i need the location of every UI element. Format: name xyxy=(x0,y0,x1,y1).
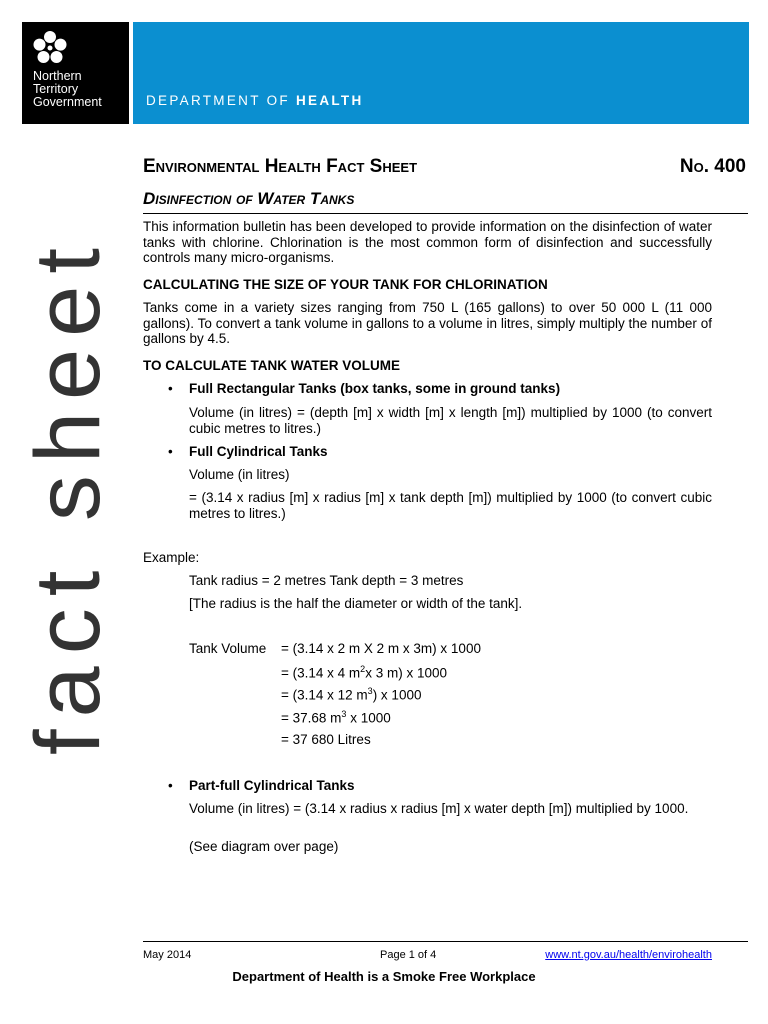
equation-line: = 37 680 Litres xyxy=(281,732,371,747)
dept-name: HEALTH xyxy=(295,93,364,108)
eq-superscript: 3 xyxy=(367,686,373,696)
page-subtitle: Disinfection of Water Tanks xyxy=(143,189,355,208)
footer-date: May 2014 xyxy=(143,949,192,961)
equation-line xyxy=(281,664,447,681)
eq-part: x 1000 xyxy=(346,710,391,726)
nt-government-logo xyxy=(22,22,129,124)
equation-line: = (3.14 x 2 m X 2 m x 3m) x 1000 xyxy=(281,641,481,656)
bullet-text: = (3.14 x radius [m] x radius [m] x tank depth [m]) multiplied by 1000 (to convert cubic metres to litres.) xyxy=(189,490,712,521)
section-heading: CALCULATING THE SIZE OF YOUR TANK FOR CHLORINATION xyxy=(143,277,548,292)
intro-paragraph: This information bulletin has been developed to provide information on the disinfection of water tanks with chlorine. Chlorination is the most common form of disinfection and successfully controls many micro-organisms. xyxy=(143,219,712,265)
department-name xyxy=(146,93,364,108)
footer-page-number: Page 1 of 4 xyxy=(380,949,437,961)
eq-part: = (3.14 x 4 m xyxy=(281,665,361,681)
eq-superscript: 2 xyxy=(360,664,366,674)
footer-divider xyxy=(143,941,748,942)
bullet-text: Volume (in litres) = (3.14 x radius x radius [m] x water depth [m]) multiplied by 1000. xyxy=(189,801,689,816)
logo-line: Government xyxy=(33,95,102,109)
logo-line: Northern xyxy=(33,69,82,83)
eq-part: ) x 1000 xyxy=(372,687,422,703)
example-label: Example: xyxy=(143,550,200,565)
fact-sheet-side-label: fact sheet xyxy=(17,236,119,755)
bullet: • xyxy=(168,778,173,793)
page-title: Environmental Health Fact Sheet xyxy=(143,156,418,177)
bullet-heading: Full Cylindrical Tanks xyxy=(189,444,328,459)
bullet-heading: Part-full Cylindrical Tanks xyxy=(189,778,355,793)
footer-tagline: Department of Health is a Smoke Free Workplace xyxy=(232,969,536,984)
eq-part: = (3.14 x 12 m xyxy=(281,687,368,703)
header-banner xyxy=(133,22,749,124)
bullet: • xyxy=(168,444,173,459)
dept-prefix: DEPARTMENT OF xyxy=(146,93,290,108)
logo-line: Territory xyxy=(33,82,79,96)
eq-part: x 3 m) x 1000 xyxy=(365,665,447,681)
eq-superscript: 3 xyxy=(341,709,347,719)
bullet-note: (See diagram over page) xyxy=(189,839,339,854)
footer-link[interactable]: www.nt.gov.au/health/envirohealth xyxy=(545,949,712,961)
bullet: • xyxy=(168,381,173,396)
section-heading: TO CALCULATE TANK WATER VOLUME xyxy=(143,358,400,373)
logo-text xyxy=(33,70,102,109)
bullet-heading: Full Rectangular Tanks (box tanks, some in ground tanks) xyxy=(189,381,561,396)
equation-line xyxy=(281,686,421,703)
example-line: [The radius is the half the diameter or width of the tank]. xyxy=(189,596,523,611)
eq-part: = 37.68 m xyxy=(281,710,342,726)
tank-volume-label: Tank Volume xyxy=(189,641,267,656)
flower-logo-icon xyxy=(32,30,68,66)
bullet-text: Volume (in litres) xyxy=(189,467,290,482)
title-divider xyxy=(143,213,748,214)
fact-sheet-number: No. 400 xyxy=(679,156,746,177)
bullet-text: Volume (in litres) = (depth [m] x width [m] x length [m]) multiplied by 1000 (to convert cubic metres to litres.) xyxy=(189,405,712,436)
example-line: Tank radius = 2 metres Tank depth = 3 metres xyxy=(189,573,464,588)
equation-line xyxy=(281,709,391,726)
section-paragraph: Tanks come in a variety sizes ranging from 750 L (165 gallons) to over 50 000 L (11 000 gallons). To convert a tank volume in gallons to a volume in litres, simply multiply the number of gallons by 4.5. xyxy=(143,300,712,346)
